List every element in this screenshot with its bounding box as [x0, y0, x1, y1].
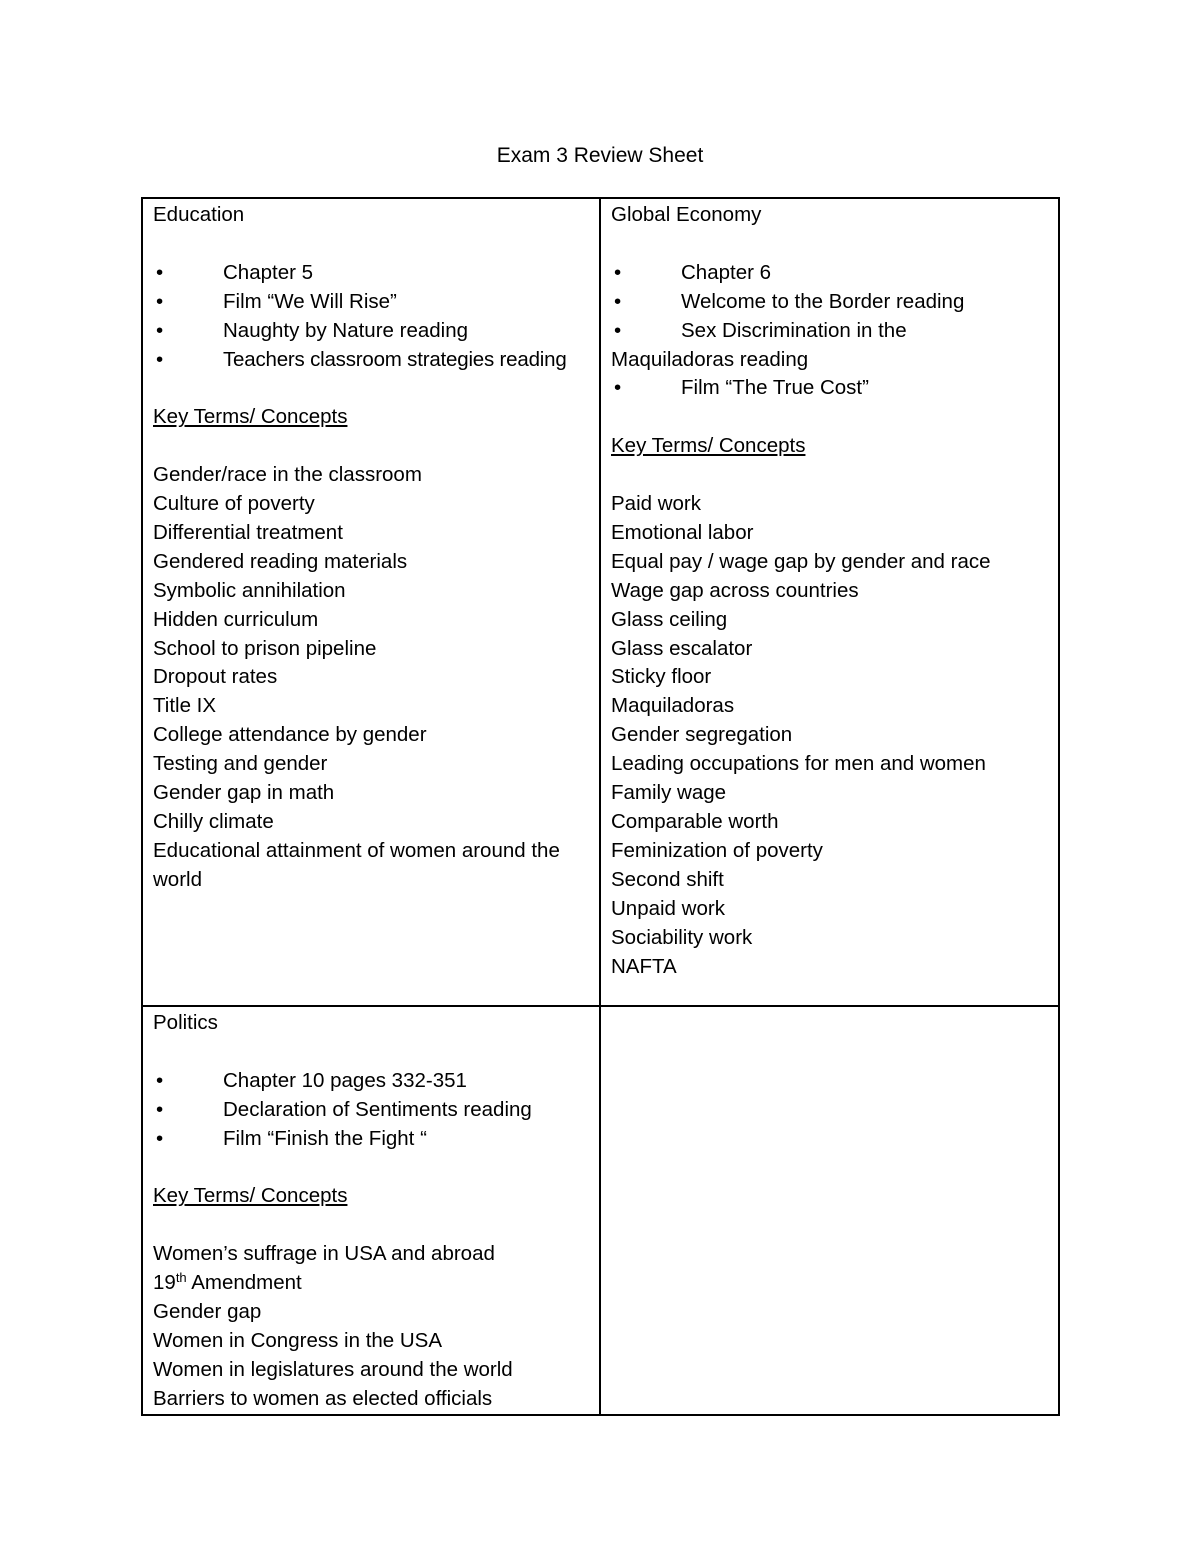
list-item: Equal pay / wage gap by gender and race — [611, 549, 991, 573]
list-item: Barriers to women as elected officials — [153, 1386, 493, 1410]
table-row — [142, 198, 1059, 1006]
list-item: Culture of poverty — [153, 492, 315, 516]
list-item: • Chapter 6 — [611, 259, 1050, 288]
list-item: Paid work — [611, 492, 702, 516]
politics-bullet-list — [153, 1067, 591, 1154]
bullet-icon: • — [614, 289, 622, 313]
bullet-icon: • — [156, 318, 164, 342]
list-item: • Sex Discrimination in the Maquiladoras reading — [611, 318, 907, 371]
bullet-icon: • — [614, 260, 622, 284]
list-item: Glass ceiling — [611, 607, 728, 631]
list-item: Educational attainment of women around the world — [153, 838, 560, 891]
list-item: • Chapter 10 pages 332-351 — [153, 1067, 591, 1096]
list-item: Gender gap — [153, 1300, 262, 1324]
list-item: Chilly climate — [153, 809, 274, 833]
list-item: School to prison pipeline — [153, 636, 377, 660]
politics-heading: Politics — [153, 1011, 218, 1034]
list-item: Sociability work — [611, 925, 753, 949]
bullet-icon: • — [156, 1097, 164, 1121]
list-item: • Teachers classroom strategies reading — [153, 346, 591, 375]
list-item: Dropout rates — [153, 665, 278, 689]
list-item: • Film “We Will Rise” — [153, 288, 591, 317]
list-item: Gender gap in math — [153, 781, 335, 805]
list-item: Title IX — [153, 694, 217, 718]
list-item: Second shift — [611, 867, 724, 891]
bullet-icon: • — [156, 289, 164, 313]
list-item: Leading occupations for men and women — [611, 752, 986, 776]
page-title: Exam 3 Review Sheet — [496, 144, 704, 167]
global-economy-key-terms-heading: Key Terms/ Concepts — [611, 434, 806, 458]
list-item: Family wage — [611, 781, 727, 805]
table-row — [142, 1006, 1059, 1415]
list-item: Testing and gender — [153, 752, 328, 776]
list-item: Feminization of poverty — [611, 838, 823, 862]
global-economy-bullet-list — [611, 259, 1050, 404]
education-heading: Education — [153, 203, 245, 226]
list-item: College attendance by gender — [153, 723, 427, 747]
bullet-icon: • — [156, 1126, 164, 1150]
list-item: Women’s suffrage in USA and abroad — [153, 1242, 495, 1266]
list-item: Maquiladoras — [611, 694, 735, 718]
list-item: • Film “The True Cost” — [611, 374, 1050, 403]
list-item: NAFTA — [611, 954, 677, 978]
education-key-terms-heading: Key Terms/ Concepts — [153, 405, 348, 429]
list-item: Hidden curriculum — [153, 607, 319, 631]
list-item: Women in legislatures around the world — [153, 1357, 513, 1381]
bullet-icon: • — [614, 376, 622, 400]
list-item: Glass escalator — [611, 636, 753, 660]
list-item: Unpaid work — [611, 896, 725, 920]
list-item: Wage gap across countries — [611, 578, 859, 602]
global-economy-cell — [600, 198, 1059, 1006]
list-item: Gendered reading materials — [153, 549, 408, 573]
list-item: Comparable worth — [611, 809, 779, 833]
education-term-list — [153, 461, 591, 895]
list-item: • Welcome to the Border reading — [611, 288, 1050, 317]
list-item: Sticky floor — [611, 665, 712, 689]
list-item: • Chapter 5 — [153, 259, 591, 288]
list-item: Differential treatment — [153, 520, 343, 544]
global-economy-term-list — [611, 490, 1050, 981]
bullet-icon: • — [614, 318, 622, 342]
list-item: • Film “Finish the Fight “ — [153, 1125, 591, 1154]
list-item: • Naughty by Nature reading — [153, 317, 591, 346]
politics-term-list — [153, 1240, 591, 1413]
list-item: Emotional labor — [611, 520, 754, 544]
bullet-icon: • — [156, 260, 164, 284]
politics-key-terms-heading: Key Terms/ Concepts — [153, 1184, 348, 1208]
education-bullet-list — [153, 259, 591, 375]
education-cell — [142, 198, 600, 1006]
list-item: Symbolic annihilation — [153, 578, 346, 602]
list-item: Women in Congress in the USA — [153, 1328, 443, 1352]
review-table — [141, 197, 1060, 1416]
list-item: 19th Amendment — [153, 1270, 302, 1295]
empty-cell — [600, 1006, 1059, 1415]
list-item: • Declaration of Sentiments reading — [153, 1096, 591, 1125]
bullet-icon: • — [156, 347, 163, 371]
list-item: Gender/race in the classroom — [153, 463, 422, 487]
bullet-icon: • — [156, 1068, 164, 1092]
global-economy-heading: Global Economy — [611, 203, 762, 226]
politics-cell — [142, 1006, 600, 1415]
list-item: Gender segregation — [611, 723, 793, 747]
